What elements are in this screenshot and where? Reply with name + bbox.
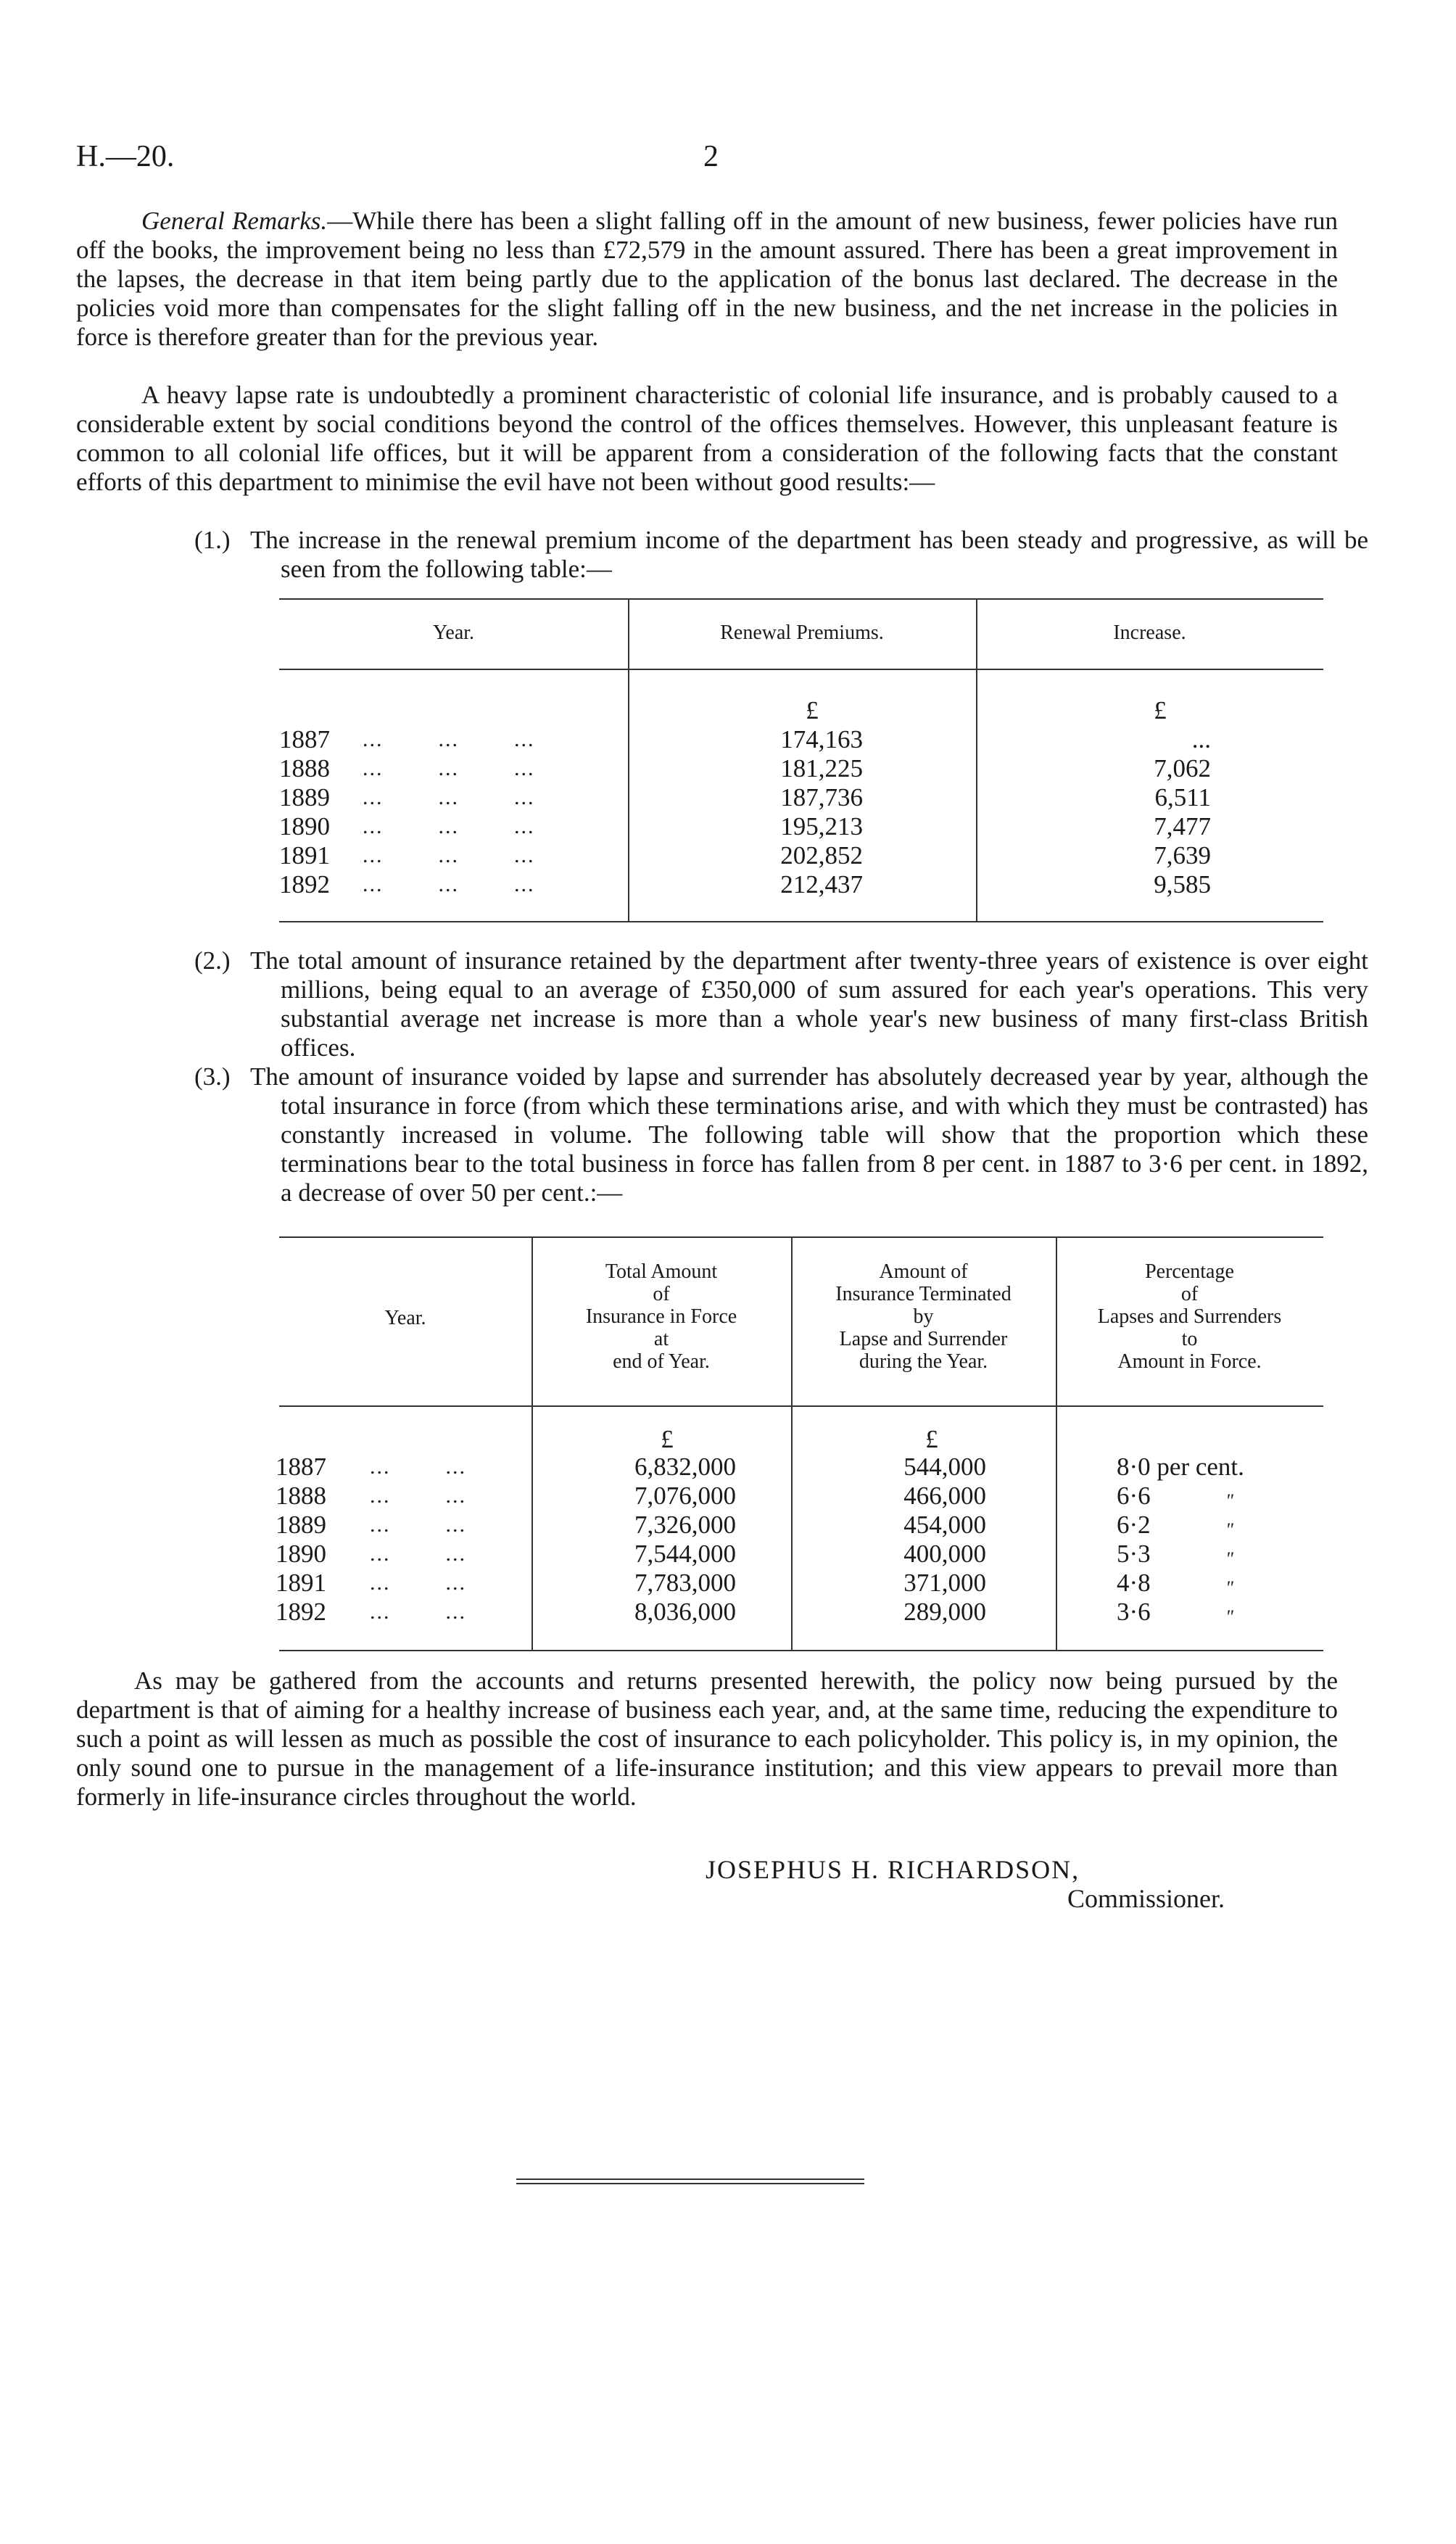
signature-title: Commissioner. [1067,1884,1225,1913]
table1-row-increase: ... [1191,725,1211,753]
table2-row-total: 7,326,000 [634,1511,736,1539]
table2-row-total: 6,832,000 [634,1453,736,1481]
table2-header-year: Year. [384,1307,426,1329]
table1-currency-increase: £ [1154,696,1167,724]
table2-row-year: 1887 [276,1453,326,1481]
table1-row-premium: 174,163 [780,725,863,753]
table2-row-total: 7,544,000 [634,1540,736,1568]
ditto-mark: " [1225,1548,1233,1569]
table2-currency-total: £ [661,1425,674,1453]
table1-row-increase: 9,585 [1154,870,1211,899]
table2-row-percent: 3·6 [1117,1598,1151,1626]
leader-dots: ... ... [370,1600,466,1624]
ditto-mark: " [1225,1606,1233,1627]
table2-row-percent: 6·6 [1117,1482,1151,1510]
point-3-number: (3.) [194,1062,231,1091]
leader-dots: ... ... ... [363,872,535,896]
table2-row-year: 1892 [276,1598,326,1626]
leader-dots: ... ... [370,1542,466,1566]
table2-row-percent: 8·0 per cent. [1117,1453,1244,1481]
leader-dots: ... ... ... [363,727,535,751]
table2-row-total: 8,036,000 [634,1598,736,1626]
table2-row-percent: 6·2 [1117,1511,1151,1539]
table2-header-total: Total Amount of Insurance in Force at end of Year. [585,1260,737,1373]
table1-header-premiums: Renewal Premiums. [720,621,884,644]
table2-currency-terminated: £ [925,1425,938,1453]
table2-row-year: 1890 [276,1540,326,1568]
table1-row-increase: 6,511 [1154,783,1211,811]
table1-row-premium: 187,736 [780,783,863,811]
table2-row-total: 7,783,000 [634,1569,736,1597]
table2-row-year: 1889 [276,1511,326,1539]
table2-row-year: 1888 [276,1482,326,1510]
table2-row-terminated: 289,000 [903,1598,986,1626]
table1-row-premium: 212,437 [780,870,863,899]
leader-dots: ... ... [370,1513,466,1537]
point-3-text: The amount of insurance voided by lapse and surrender has absolutely decreased year by year, although the total insurance in force (from which these terminations arise, and with which they must be contrasted) has constantly increased in volume. The following table will show that the proportion which these terminations bear to the total business in force has fallen from 8 per cent. in 1887 to 3·6 per cent. in 1892, a decrease of over 50 per cent.:— [250,1062,1368,1207]
ditto-mark: " [1225,1577,1233,1598]
lapse-paragraph: A heavy lapse rate is undoubtedly a prominent characteristic of colonial life insurance, and is probably caused to a considerable extent by social conditions beyond the control of the offices themselves. However, this unpleasant feature is common to all colonial life offices, but it will be apparent from a consideration of the following facts that the constant efforts of this department to minimise the evil have not been without good results:— [76,381,1338,496]
table2-row-terminated: 454,000 [903,1511,986,1539]
table1-row-year: 1892 [279,870,330,899]
table2-row-total: 7,076,000 [634,1482,736,1510]
table1-row-premium: 181,225 [780,754,863,782]
point-2-text: The total amount of insurance retained by the department after twenty-three years of existence is over eight millions, being equal to an average of £350,000 of sum assured for each year's operations. This very substantial average net increase is more than a whole year's new business of many first-class British offices. [250,946,1368,1062]
table1-currency-premium: £ [806,696,819,724]
leader-dots: ... ... ... [363,814,535,838]
point-1-text: The increase in the renewal premium income of the department has been steady and progressive, as will be seen from the following table:— [250,526,1368,583]
leader-dots: ... ... [370,1455,466,1479]
table1-row-year: 1888 [279,754,330,782]
leader-dots: ... ... ... [363,785,535,809]
ditto-mark: " [1225,1519,1233,1540]
table1-row-premium: 202,852 [780,841,863,870]
document-reference: H.—20. [76,140,175,173]
table1-row-increase: 7,477 [1154,812,1211,841]
ditto-mark: " [1225,1490,1233,1511]
table2-row-percent: 4·8 [1117,1569,1151,1597]
table1-row-increase: 7,639 [1154,841,1211,870]
table1-row-premium: 195,213 [780,812,863,841]
leader-dots: ... ... ... [363,843,535,867]
table1-header-increase: Increase. [1113,621,1186,644]
table1-row-increase: 7,062 [1154,754,1211,782]
point-1-number: (1.) [194,526,231,554]
signature-name: JOSEPHUS H. RICHARDSON, [706,1855,1080,1884]
table1-row-year: 1887 [279,725,330,753]
table2-row-terminated: 466,000 [903,1482,986,1510]
table2-row-percent: 5·3 [1117,1540,1151,1568]
table2-header-percentage: Percentage of Lapses and Surrenders to Amount in Force. [1097,1260,1282,1373]
table2-row-year: 1891 [276,1569,326,1597]
table2-row-terminated: 400,000 [903,1540,986,1568]
leader-dots: ... ... [370,1484,466,1508]
leader-dots: ... ... [370,1571,466,1595]
table1-row-year: 1890 [279,812,330,841]
point-2-number: (2.) [194,946,231,975]
table2-row-terminated: 371,000 [903,1569,986,1597]
general-remarks-text: —While there has been a slight falling off in the amount of new business, fewer policies have run off the books, the improvement being no less than £72,579 in the amount assured. There has been a great improvement in the lapses, the decrease in that item being partly due to the application of the bonus last declared. The decrease in the policies void more than compensates for the slight falling off in the new business, and the net increase in the policies in force is therefore greater than for the previous year. [76,207,1338,351]
table1-row-year: 1891 [279,841,330,870]
table1-row-year: 1889 [279,783,330,811]
closing-paragraph: As may be gathered from the accounts and returns presented herewith, the policy now being pursued by the department is that of aiming for a healthy increase of business each year, and, at the same time, reducing the expenditure to such a point as will lessen as much as possible the cost of insurance to each policyholder. This policy is, in my opinion, the only sound one to pursue in the management of a life-insurance institution; and this view appears to prevail more than formerly in life-insurance circles throughout the world. [76,1667,1338,1811]
table2-row-terminated: 544,000 [903,1453,986,1481]
leader-dots: ... ... ... [363,756,535,780]
page-number: 2 [703,140,719,173]
general-remarks-paragraph [76,207,1338,352]
table2-header-terminated: Amount of Insurance Terminated by Lapse and Surrender during the Year. [835,1260,1012,1373]
table1-header-year: Year. [432,621,475,644]
general-remarks-heading: General Remarks. [141,207,328,235]
